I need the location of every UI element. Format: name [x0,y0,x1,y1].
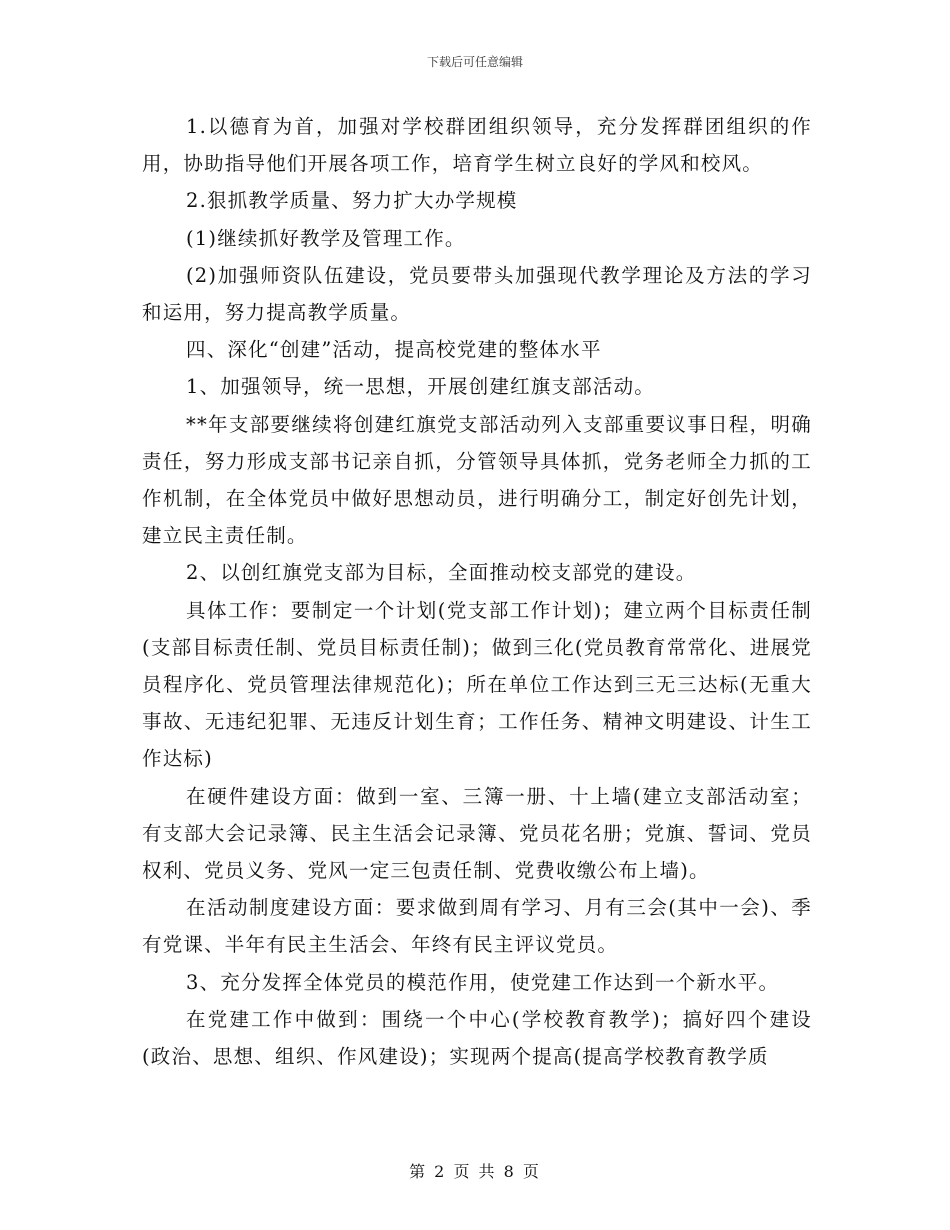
section-heading-4: 四、深化“创建”活动，提高校党建的整体水平 [186,338,602,362]
paragraph-10: 在硬件建设方面：做到一室、三簿一册、十上墙(建立支部活动室；有支部大会记录簿、民主生活会记录簿、党员花名册；党旗、誓词、党员权利、党员义务、党风一定三包责任制、党费收缴公布上墙)。 [142,784,812,883]
paragraph-9: 具体工作：要制定一个计划(党支部工作计划)；建立两个目标责任制(支部目标责任制、党员目标责任制)；做到三化(党员教育常常化、进展党员程序化、党员管理法律规范化)；所在单位工作达到三无三达标(无重大事故、无违纪犯罪、无违反计划生育；工作任务、精神文明建设、计生工作达标) [142,598,812,771]
page-footer: 第 2 页 共 8 页 [409,1162,541,1181]
page-header: 下载后可任意编辑 [426,55,523,69]
paragraph-1: 1.以德育为首，加强对学校群团组织领导，充分发挥群团组织的作用，协助指导他们开展各项工作，培育学生树立良好的学风和校风。 [142,115,812,176]
paragraph-8: 2、以创红旗党支部为目标，全面推动校支部党的建设。 [186,561,697,585]
paragraph-2: 2.狠抓教学质量、努力扩大办学规模 [186,189,518,213]
paragraph-4: (2)加强师资队伍建设，党员要带头加强现代教学理论及方法的学习和运用，努力提高教学质量。 [142,263,812,325]
paragraph-11: 在活动制度建设方面：要求做到周有学习、月有三会(其中一会)、季有党课、半年有民主生活会、年终有民主评议党员。 [142,896,812,957]
paragraph-13: 在党建工作中做到：围绕一个中心(学校教育教学)；搞好四个建设(政治、思想、组织、作风建设)；实现两个提高(提高学校教育教学质 [142,1007,812,1069]
paragraph-12: 3、充分发挥全体党员的模范作用，使党建工作达到一个新水平。 [186,970,780,994]
paragraph-3: (1)继续抓好教学及管理工作。 [186,226,466,250]
paragraph-7: **年支部要继续将创建红旗党支部活动列入支部重要议事日程，明确责任，努力形成支部书记亲自抓，分管领导具体抓，党务老师全力抓的工作机制，在全体党员中做好思想动员，进行明确分工，制定好创先计划，建立民主责任制。 [142,412,812,548]
paragraph-6: 1、加强领导，统一思想，开展创建红旗支部活动。 [186,375,656,399]
document-body [142,108,812,1075]
